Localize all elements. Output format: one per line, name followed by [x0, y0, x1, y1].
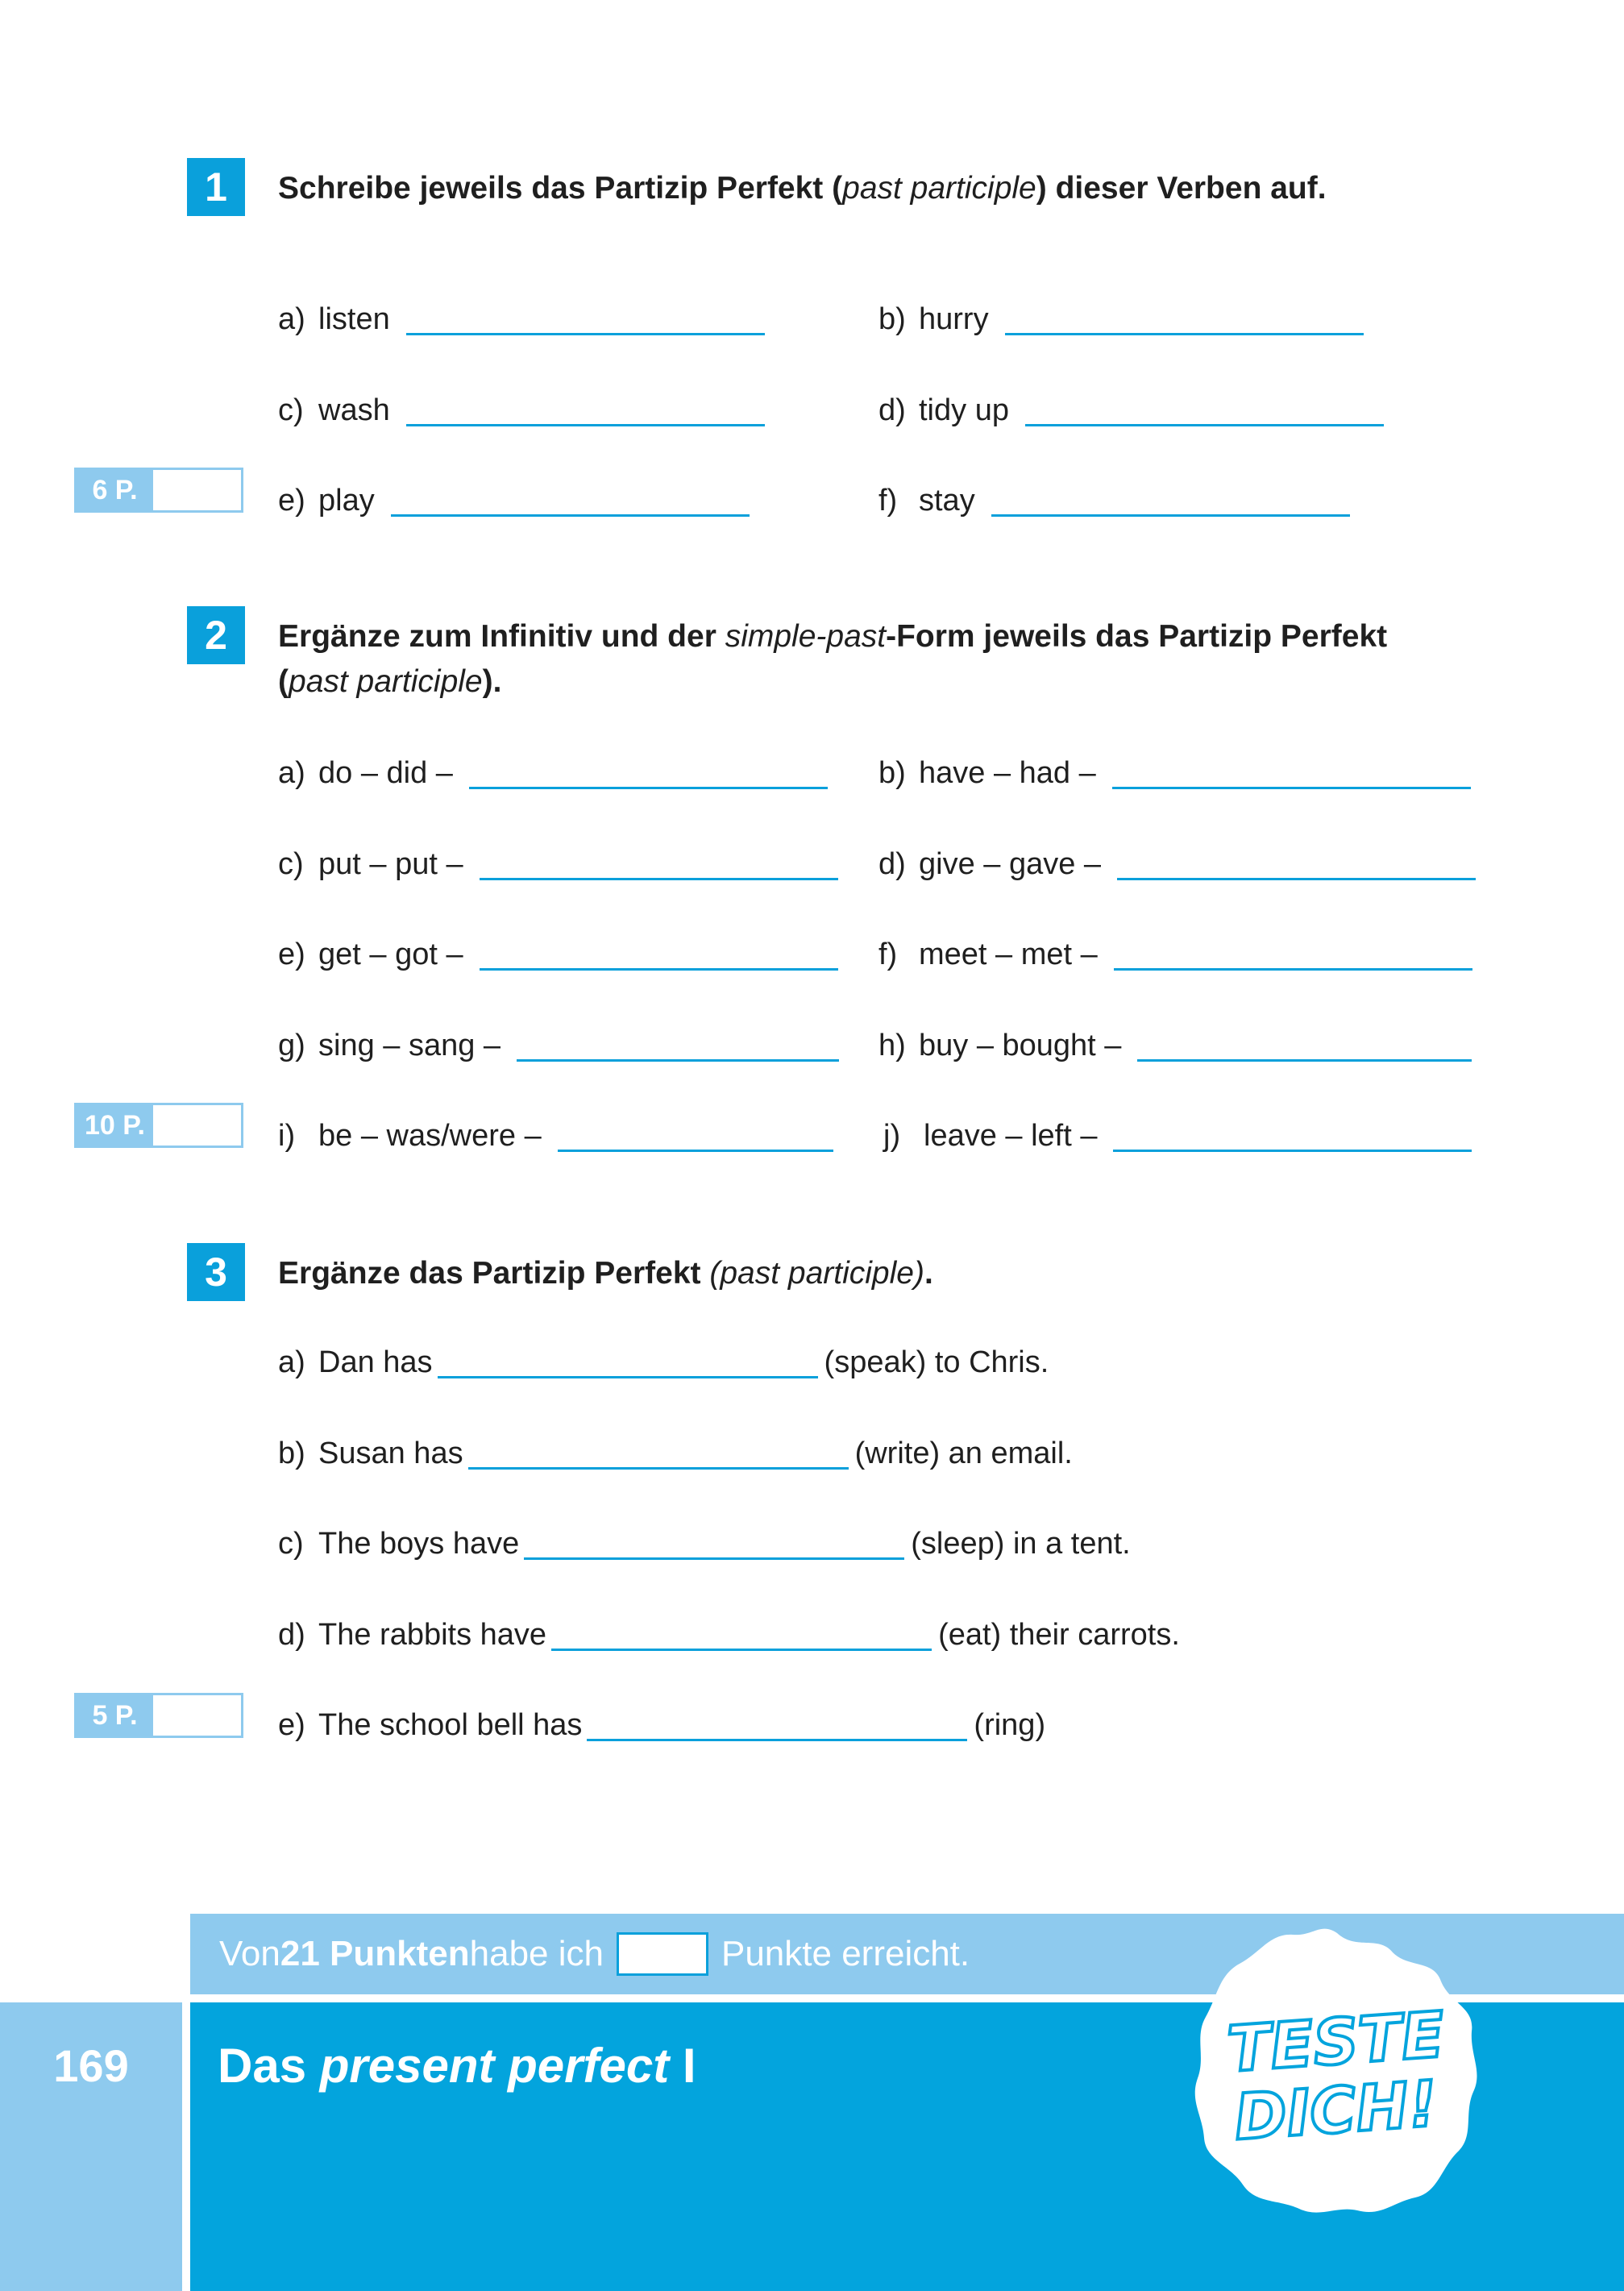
item-text: hurry — [919, 302, 989, 336]
chapter-title-italic: present perfect — [319, 2039, 670, 2093]
sentence-end: (speak) to Chris. — [824, 1345, 1049, 1379]
answer-line[interactable] — [1113, 1150, 1472, 1152]
points-label: 10 P. — [77, 1105, 153, 1146]
sentence-end: (ring) — [974, 1708, 1046, 1742]
score-total: 21 Punkten — [280, 1934, 470, 1973]
sentence-start: Susan has — [318, 1437, 463, 1470]
points-label: 6 P. — [77, 470, 153, 510]
answer-line[interactable] — [991, 514, 1350, 517]
ex2-item-g — [278, 1026, 839, 1065]
ex2-item-j — [883, 1116, 1472, 1155]
item-text: tidy up — [919, 393, 1009, 427]
answer-line[interactable] — [406, 333, 765, 335]
sentence-start: Dan has — [318, 1345, 433, 1379]
title-italic: simple-past — [725, 619, 887, 654]
exercise-1-number: 1 — [187, 158, 245, 216]
ex2-item-e — [278, 935, 838, 974]
item-label: b) — [278, 1437, 305, 1470]
item-label: j) — [883, 1119, 901, 1153]
title-italic: (past participle) — [709, 1256, 924, 1291]
answer-line[interactable] — [551, 1649, 932, 1651]
badge-text-2: DICH! — [1231, 2068, 1440, 2155]
score-input-box[interactable] — [617, 1932, 708, 1976]
item-label: d) — [878, 393, 906, 427]
item-text: give – gave – — [919, 847, 1102, 881]
item-text: meet – met – — [919, 938, 1098, 971]
item-text: stay — [919, 484, 975, 518]
answer-line[interactable] — [468, 1467, 849, 1470]
ex1-item-f — [878, 481, 1350, 520]
title-italic: past participle — [842, 171, 1036, 206]
exercise-3-number: 3 — [187, 1243, 245, 1301]
ex2-item-c — [278, 845, 838, 884]
item-label: g) — [278, 1029, 305, 1062]
item-text: get – got – — [318, 938, 463, 971]
ex2-points-box — [74, 1103, 243, 1148]
item-label: c) — [278, 847, 304, 881]
teste-dich-badge — [1191, 1927, 1483, 2217]
ex3-points-box — [74, 1693, 243, 1738]
ex3-item-b — [278, 1434, 1073, 1473]
ex3-item-e — [278, 1706, 1045, 1744]
item-text: leave – left – — [924, 1119, 1098, 1153]
title-text: . — [924, 1256, 933, 1291]
item-label: f) — [878, 938, 898, 971]
exercise-3-title — [278, 1251, 1487, 1296]
item-text: be – was/were – — [318, 1119, 542, 1153]
answer-line[interactable] — [1117, 878, 1476, 880]
item-label: c) — [278, 1527, 304, 1561]
answer-line[interactable] — [587, 1739, 967, 1741]
chapter-title — [218, 2038, 696, 2094]
item-label: a) — [278, 756, 305, 790]
ex3-item-d — [278, 1615, 1180, 1654]
title-text: Schreibe jeweils das Partizip Perfekt ( — [278, 171, 843, 206]
ex2-item-b — [878, 754, 1471, 792]
sentence-start: The rabbits have — [318, 1618, 547, 1652]
points-input[interactable] — [153, 470, 241, 510]
item-text: have – had – — [919, 756, 1096, 790]
item-label: e) — [278, 1708, 305, 1742]
exercise-2-number: 2 — [187, 606, 245, 664]
ex3-item-c — [278, 1524, 1131, 1563]
item-label: a) — [278, 302, 305, 336]
item-label: b) — [878, 302, 906, 336]
ex2-item-i — [278, 1116, 833, 1155]
sentence-end: (eat) their carrots. — [938, 1618, 1180, 1652]
score-suffix: Punkte erreicht. — [721, 1934, 970, 1973]
answer-line[interactable] — [558, 1150, 833, 1152]
answer-line[interactable] — [480, 968, 838, 971]
points-input[interactable] — [153, 1105, 241, 1146]
answer-line[interactable] — [1137, 1059, 1472, 1062]
item-text: listen — [318, 302, 390, 336]
exercise-2-title — [278, 614, 1487, 705]
title-italic: past participle — [289, 664, 483, 699]
answer-line[interactable] — [517, 1059, 839, 1062]
item-text: do – did – — [318, 756, 453, 790]
item-text: put – put – — [318, 847, 463, 881]
answer-line[interactable] — [469, 787, 828, 789]
sentence-end: (sleep) in a tent. — [911, 1527, 1131, 1561]
ex1-item-a — [278, 300, 765, 339]
sentence-start: The school bell has — [318, 1708, 583, 1742]
item-label: i) — [278, 1119, 296, 1153]
ex1-item-b — [878, 300, 1364, 339]
answer-line[interactable] — [1025, 424, 1384, 426]
ex1-item-d — [878, 391, 1384, 430]
chapter-title-text: Das — [218, 2039, 320, 2093]
answer-line[interactable] — [438, 1376, 818, 1378]
item-label: e) — [278, 484, 305, 518]
ex1-item-e — [278, 481, 750, 520]
answer-line[interactable] — [406, 424, 765, 426]
answer-line[interactable] — [1114, 968, 1472, 971]
answer-line[interactable] — [391, 514, 750, 517]
sentence-start: The boys have — [318, 1527, 520, 1561]
title-text: Ergänze zum Infinitiv und der — [278, 619, 725, 654]
chapter-title-suffix: I — [669, 2039, 696, 2093]
item-text: play — [318, 484, 375, 518]
points-label: 5 P. — [77, 1695, 153, 1736]
score-prefix: Von — [219, 1934, 280, 1973]
ex2-item-h — [878, 1026, 1472, 1065]
page-number: 169 — [53, 2040, 129, 2091]
ex2-item-a — [278, 754, 828, 792]
exercise-1-title — [278, 166, 1487, 211]
item-label: e) — [278, 938, 305, 971]
item-text: wash — [318, 393, 390, 427]
answer-line[interactable] — [480, 878, 838, 880]
answer-line[interactable] — [524, 1557, 904, 1560]
item-label: b) — [878, 756, 906, 790]
title-text: Ergänze das Partizip Perfekt — [278, 1256, 710, 1291]
title-text: ) dieser Verben auf. — [1036, 171, 1327, 206]
answer-line[interactable] — [1112, 787, 1471, 789]
badge-text-1: TESTE — [1225, 1998, 1447, 2087]
item-label: h) — [878, 1029, 906, 1062]
title-text: ( — [278, 664, 289, 699]
item-label: d) — [278, 1618, 305, 1652]
title-text: -Form jeweils das Partizip Perfekt — [886, 619, 1388, 654]
title-text: ). — [482, 664, 502, 699]
answer-line[interactable] — [1005, 333, 1364, 335]
item-text: sing – sang – — [318, 1029, 501, 1062]
sentence-end: (write) an email. — [854, 1437, 1073, 1470]
points-input[interactable] — [153, 1695, 241, 1736]
item-label: f) — [878, 484, 898, 518]
item-label: d) — [878, 847, 906, 881]
ex3-item-a — [278, 1343, 1049, 1382]
item-label: c) — [278, 393, 304, 427]
ex1-item-c — [278, 391, 765, 430]
item-label: a) — [278, 1345, 305, 1379]
item-text: buy – bought – — [919, 1029, 1122, 1062]
score-middle: habe ich — [469, 1934, 604, 1973]
ex2-item-f — [878, 935, 1472, 974]
ex1-points-box — [74, 468, 243, 513]
ex2-item-d — [878, 845, 1476, 884]
